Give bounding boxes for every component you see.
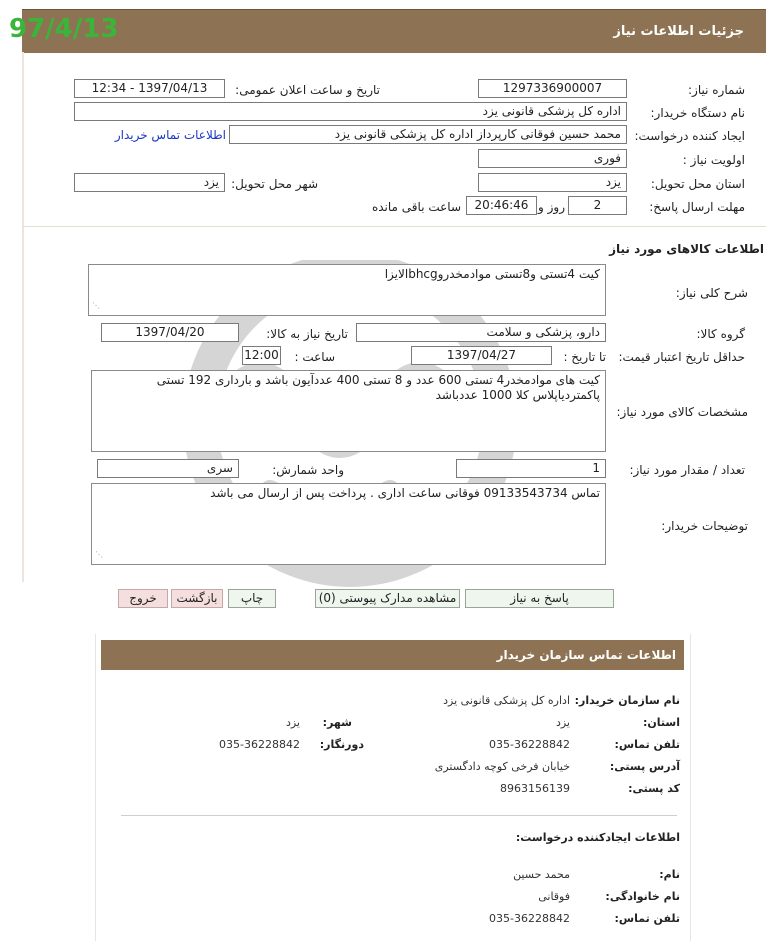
hour-label: ساعت : — [294, 350, 335, 364]
contact-city-label: شهر: — [322, 716, 352, 729]
days-word: روز و — [538, 200, 565, 214]
until-date-label: تا تاریخ : — [563, 350, 606, 364]
page-header — [22, 9, 766, 53]
buyer-org-field[interactable]: اداره کل پزشکی قانونی یزد — [74, 102, 627, 121]
creator-name-label: نام: — [659, 868, 680, 881]
unit-field[interactable]: سری — [97, 459, 239, 478]
resize-grip-icon[interactable]: ⋰ — [95, 550, 103, 559]
attachments-button[interactable]: مشاهده مدارک پیوستی (0) — [315, 589, 460, 608]
need-number-label: شماره نیاز: — [688, 83, 745, 97]
summary-text: کیت 4تستی و8تستی موادمخدروbhcgالایزا — [384, 267, 600, 281]
city-label: شهر محل تحویل: — [231, 177, 318, 191]
divider — [22, 226, 766, 227]
city-field[interactable]: یزد — [74, 173, 225, 192]
goods-section-title: اطلاعات کالاهای مورد نیاز — [609, 242, 764, 256]
unit-label: واحد شمارش: — [272, 463, 344, 477]
priority-field[interactable]: فوری — [478, 149, 627, 168]
contact-org-value: اداره کل پزشکی قانونی یزد — [443, 694, 570, 707]
contact-panel-title: اطلاعات تماس سازمان خریدار — [496, 648, 676, 662]
need-number-field[interactable]: 1297336900007 — [478, 79, 627, 98]
contact-province-label: استان: — [643, 716, 680, 729]
creator-family-label: نام خانوادگی: — [605, 890, 680, 903]
contact-city-value: یزد — [285, 716, 300, 729]
need-date-field[interactable]: 1397/04/20 — [101, 323, 239, 342]
creator-info-title: اطلاعات ایجادکننده درخواست: — [515, 831, 680, 844]
contact-address-label: آدرس پستی: — [609, 760, 680, 773]
goods-group-field[interactable]: دارو، پزشکی و سلامت — [356, 323, 606, 342]
contact-panel-header — [101, 640, 684, 670]
print-button[interactable]: چاپ — [228, 589, 276, 608]
contact-fax-value: 035-36228842 — [219, 738, 300, 751]
creator-name-value: محمد حسین — [513, 868, 570, 881]
contact-province-value: یزد — [555, 716, 570, 729]
announce-field[interactable]: 1397/04/13 - 12:34 — [74, 79, 225, 98]
buyer-contact-panel — [95, 634, 691, 941]
buyer-org-label: نام دستگاه خریدار: — [650, 106, 745, 120]
contact-phone-value: 035-36228842 — [489, 738, 570, 751]
deadline-time-field[interactable]: 20:46:46 — [466, 196, 537, 215]
qty-label: تعداد / مقدار مورد نیاز: — [629, 463, 745, 477]
exit-button[interactable]: خروج — [118, 589, 168, 608]
buyer-notes-label: توضیحات خریدار: — [661, 519, 748, 533]
contact-fax-label: دورنگار: — [319, 738, 364, 751]
until-date-field[interactable]: 1397/04/27 — [411, 346, 552, 365]
announce-label: تاریخ و ساعت اعلان عمومی: — [235, 83, 380, 97]
province-label: استان محل تحویل: — [650, 177, 745, 191]
creator-phone-value: 035-36228842 — [489, 912, 570, 925]
price-validity-label: حداقل تاریخ اعتبار قیمت: — [618, 350, 745, 364]
buyer-notes-text: تماس 09133543734 فوقانی ساعت اداری . پرداخت پس از ارسال می باشد — [210, 486, 600, 500]
priority-label: اولویت نیاز : — [682, 153, 745, 167]
qty-field[interactable]: 1 — [456, 459, 606, 478]
remaining-text: ساعت باقی مانده — [371, 200, 461, 214]
date-stamp: 97/4/13 — [9, 14, 119, 44]
specs-textarea[interactable] — [91, 370, 606, 452]
resize-grip-icon[interactable]: ⋰ — [92, 301, 100, 310]
contact-divider — [121, 815, 677, 816]
reply-button[interactable]: پاسخ به نیاز — [465, 589, 614, 608]
creator-field[interactable]: محمد حسین فوقانی کارپرداز اداره کل پزشکی قانونی یزد — [229, 125, 627, 144]
creator-family-value: فوقانی — [538, 890, 570, 903]
contact-postal-value: 8963156139 — [500, 782, 570, 795]
contact-org-label: نام سازمان خریدار: — [574, 694, 680, 707]
province-field[interactable]: یزد — [478, 173, 627, 192]
summary-label: شرح کلی نیاز: — [675, 286, 748, 300]
creator-label: ایجاد کننده درخواست: — [634, 129, 745, 143]
buyer-notes-textarea[interactable] — [91, 483, 606, 565]
specs-label: مشخصات کالای مورد نیاز: — [616, 405, 748, 419]
page-title: جزئیات اطلاعات نیاز — [613, 24, 744, 39]
contact-phone-label: تلفن تماس: — [614, 738, 680, 751]
creator-phone-label: تلفن تماس: — [614, 912, 680, 925]
deadline-label: مهلت ارسال پاسخ: — [649, 200, 745, 214]
deadline-days-field[interactable]: 2 — [568, 196, 627, 215]
contact-address-value: خیابان فرخی کوچه دادگستری — [434, 760, 570, 773]
left-rule — [22, 52, 24, 582]
goods-group-label: گروه کالا: — [696, 327, 745, 341]
specs-text: کیت های موادمخدر4 تستی 600 عدد و 8 تستی 400 عددآیون باشد و بارداری 192 تستی پاکمتردیاپلاس کلا 1000 عددباشد — [156, 373, 600, 402]
summary-textarea[interactable] — [88, 264, 606, 316]
need-date-label: تاریخ نیاز به کالا: — [266, 327, 348, 341]
back-button[interactable]: بازگشت — [171, 589, 223, 608]
hour-field[interactable]: 12:00 — [242, 346, 281, 365]
contact-postal-label: کد پستی: — [628, 782, 680, 795]
buyer-contact-link[interactable]: اطلاعات تماس خریدار — [114, 128, 226, 142]
